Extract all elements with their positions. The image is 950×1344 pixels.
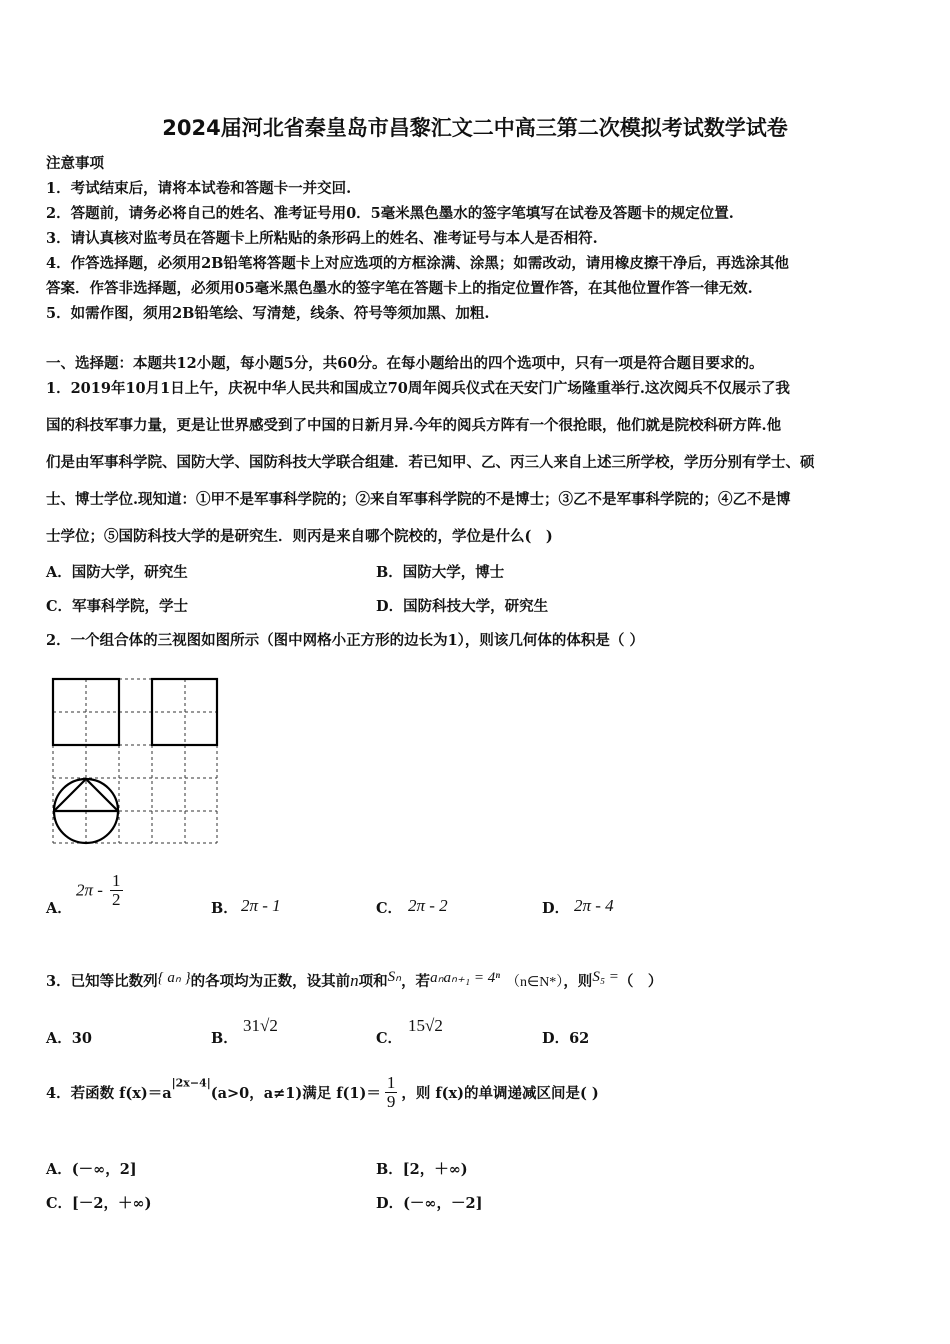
q3-option-d[interactable]: D．62 xyxy=(542,1030,590,1047)
q3-option-a[interactable]: A．30 xyxy=(46,1030,92,1047)
q2-option-c-label[interactable]: C． xyxy=(376,900,403,917)
q2-option-d-label[interactable]: D． xyxy=(542,900,570,917)
q4-option-a[interactable]: A．(－∞，2] xyxy=(46,1161,137,1178)
q2-option-a-value: 2π - $\frac{1}{2}$ xyxy=(76,871,121,909)
q3-option-c-value: 15√2 xyxy=(408,1016,443,1035)
page-title: 2024届河北省秦皇岛市昌黎汇文二中高三第二次模拟考试数学试卷 xyxy=(162,116,788,140)
notice-item: 5．如需作图，须用2B铅笔绘、写清楚，线条、符号等须加黑、加粗. xyxy=(46,305,490,322)
q4-option-d[interactable]: D．(－∞，－2] xyxy=(376,1195,483,1212)
q1-line: 国的科技军事力量，更是让世界感受到了中国的日新月异.今年的阅兵方阵有一个很抢眼，他们就是院校科研方阵.他 xyxy=(46,417,782,434)
q1-line: 们是由军事科学院、国防大学、国防科技大学联合组建．若已知甲、乙、丙三人来自上述三所学校，学历分别有学士、硕 xyxy=(46,454,815,471)
q4-option-c[interactable]: C．[－2，＋∞) xyxy=(46,1195,152,1212)
q2-option-b-value: 2π - 1 xyxy=(241,896,281,915)
three-view-figure xyxy=(50,676,220,846)
q1-line: 士、博士学位.现知道：①甲不是军事科学院的；②来自军事科学院的不是博士；③乙不是军事科学院的；④乙不是博 xyxy=(46,491,791,508)
q1-option-c[interactable]: C．军事科学院，学士 xyxy=(46,598,189,615)
section-heading: 一、选择题：本题共12小题，每小题5分，共60分。在每小题给出的四个选项中，只有一项是符合题目要求的。 xyxy=(46,355,764,372)
q4-stem: 4．若函数 $f(x)=a^{|2x-4|}(a>0$，a≠1)满足 f(1)＝ $\frac{1}{9}$ ，则 f(x)的单调递减区间是( ) xyxy=(46,1073,599,1111)
q2-stem: 2．一个组合体的三视图如图所示（图中网格小正方形的边长为1），则该几何体的体积是（ ） xyxy=(46,632,644,649)
grid-lines xyxy=(53,679,217,843)
notice-item: 4．作答选择题，必须用2B铅笔将答题卡上对应选项的方框涂满、涂黑；如需改动，请用橡皮擦干净后，再选涂其他 xyxy=(46,255,789,272)
q4-option-b[interactable]: B．[2，＋∞) xyxy=(376,1161,468,1178)
q1-line: 士学位；⑤国防科技大学的是研究生．则丙是来自哪个院校的，学位是什么( ) xyxy=(46,528,553,545)
q3-stem: 3．已知等比数列{ aₙ }的各项均为正数，设其前n项和Sₙ，若aₙaₙ₊₁ = 4ⁿ （n∈N*），则S₅ =（ ） xyxy=(46,969,663,990)
q3-option-b-value: 31√2 xyxy=(243,1016,278,1035)
q1-option-a[interactable]: A．国防大学，研究生 xyxy=(46,564,188,581)
q2-option-b-label[interactable]: B． xyxy=(211,900,238,917)
notice-item: 2．答题前，请务必将自己的姓名、准考证号用0．5毫米黑色墨水的签字笔填写在试卷及答题卡的规定位置. xyxy=(46,205,734,222)
q1-option-b[interactable]: B．国防大学，博士 xyxy=(376,564,505,581)
q3-option-c-label[interactable]: C． xyxy=(376,1030,403,1047)
notice-item: 3．请认真核对监考员在答题卡上所粘贴的条形码上的姓名、准考证号与本人是否相符. xyxy=(46,230,598,247)
q3-option-b-label[interactable]: B． xyxy=(211,1030,238,1047)
q1-option-d[interactable]: D．国防科技大学，研究生 xyxy=(376,598,549,615)
q1-line: 1．2019年10月1日上午，庆祝中华人民共和国成立70周年阅兵仪式在天安门广场隆重举行.这次阅兵不仅展示了我 xyxy=(46,380,790,397)
notice-item: 答案．作答非选择题，必须用05毫米黑色墨水的签字笔在答题卡上的指定位置作答，在其他位置作答一律无效. xyxy=(46,280,753,297)
q2-option-a-label[interactable]: A． xyxy=(46,900,72,917)
notice-item: 1．考试结束后，请将本试卷和答题卡一并交回. xyxy=(46,180,352,197)
notice-heading: 注意事项 xyxy=(46,155,104,172)
q2-option-d-value: 2π - 4 xyxy=(574,896,614,915)
q2-option-c-value: 2π - 2 xyxy=(408,896,448,915)
